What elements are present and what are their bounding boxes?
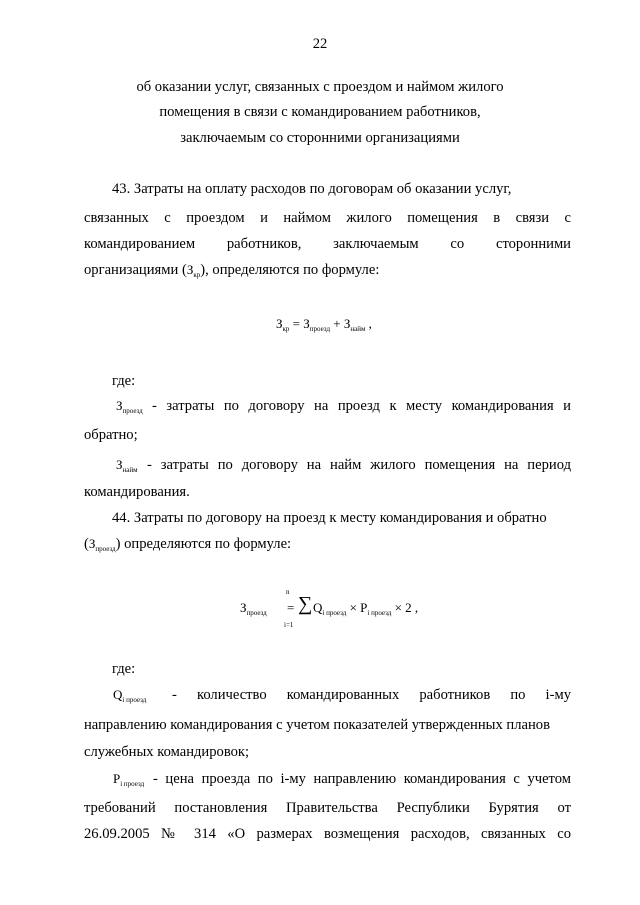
paragraph-44-line-2 <box>84 536 291 553</box>
formula-plus: + <box>333 316 341 331</box>
where-label-1: где: <box>112 373 136 389</box>
formula-term-2-sub: найм <box>350 325 366 333</box>
paragraph-43-line-3: командированием работников, заключаемым со сторонними <box>84 236 571 252</box>
formula-2-sum-lower: i=1 <box>284 621 294 629</box>
var-sub: проезд <box>122 407 143 415</box>
definition-z-proezd-text: - затраты по договору на проезд к месту командирования и <box>152 398 571 414</box>
formula-2-equals: = <box>287 600 295 615</box>
subscript: проезд <box>95 545 116 553</box>
formula-two: 2 <box>405 600 412 615</box>
var: P <box>113 771 121 786</box>
formula-equals: = <box>292 316 301 331</box>
var-sub: найм <box>122 466 138 474</box>
formula-2-rhs <box>313 600 418 616</box>
section-heading-line-2: помещения в связи с командированием работников, <box>159 104 481 120</box>
var: З <box>116 398 123 413</box>
formula-p-sub: i проезд <box>367 609 392 617</box>
definition-q-var <box>113 687 146 704</box>
definition-p-text: - цена проезда по i-му направлению командирования с учетом <box>153 771 571 787</box>
where-label-2: где: <box>112 661 136 677</box>
var-z: З <box>88 536 96 551</box>
var-sub: i проезд <box>120 780 145 788</box>
formula-term-1-sub: проезд <box>309 325 331 333</box>
text: ( <box>84 536 89 552</box>
formula-2-sum-sign: ∑ <box>298 593 313 615</box>
formula-end: , <box>414 600 419 615</box>
section-heading-line-3: заключаемым со сторонними организациями <box>180 130 460 146</box>
definition-p-var <box>113 771 144 788</box>
formula-term-1: З <box>303 316 310 331</box>
formula-end: , <box>368 316 372 331</box>
formula-lhs: З <box>276 316 283 331</box>
definition-z-proezd-var <box>116 398 143 415</box>
definition-p-text-2: требований постановления Правительства Республики Бурятия от <box>84 800 571 816</box>
var-z: З <box>186 262 194 277</box>
formula-2-lhs <box>240 600 267 616</box>
formula-2-sum-upper: n <box>286 588 290 596</box>
definition-p-text-3: 26.09.2005 № 314 «О размерах возмещения расходов, связанных со <box>84 826 571 842</box>
formula-term-2: З <box>343 316 351 331</box>
paragraph-44-line-1: 44. Затраты по договору на проезд к месту командирования и обратно <box>112 510 547 526</box>
formula-1 <box>276 316 372 332</box>
formula-q-sub: i проезд <box>322 609 347 617</box>
text: организациями ( <box>84 262 187 278</box>
definition-z-naim-var <box>116 457 138 474</box>
definition-z-proezd-text-2: обратно; <box>84 427 138 443</box>
var: Q <box>113 687 123 702</box>
formula-lhs: З <box>240 600 247 615</box>
definition-z-naim-text-2: командирования. <box>84 484 190 500</box>
text: ) определяются по формуле: <box>115 536 292 552</box>
definition-q-text: - количество командированных работников по i-му <box>172 687 571 703</box>
paragraph-43-line-2: связанных с проездом и наймом жилого помещения в связи с <box>84 210 571 226</box>
definition-q-text-2: направлению командирования с учетом показателей утвержденных планов <box>84 717 550 733</box>
formula-lhs-sub: проезд <box>246 609 267 617</box>
formula-p: P <box>360 600 368 615</box>
paragraph-43-line-4 <box>84 262 379 279</box>
section-heading-line-1: об оказании услуг, связанных с проездом и наймом жилого <box>136 79 504 95</box>
formula-times-2: × <box>394 600 402 615</box>
formula-q: Q <box>313 600 323 615</box>
var-sub: i проезд <box>122 696 147 704</box>
definition-z-naim-text: - затраты по договору на найм жилого помещения на период <box>147 457 571 473</box>
page-number: 22 <box>312 36 328 52</box>
definition-q-text-3: служебных командировок; <box>84 744 250 760</box>
formula-lhs-sub: кр <box>282 325 290 333</box>
paragraph-43-line-1: 43. Затраты на оплату расходов по договорам об оказании услуг, <box>112 181 512 197</box>
formula-times-1: × <box>349 600 357 615</box>
subscript: кр <box>193 271 201 279</box>
text: ), определяются по формуле: <box>200 262 380 278</box>
var: З <box>116 457 123 472</box>
